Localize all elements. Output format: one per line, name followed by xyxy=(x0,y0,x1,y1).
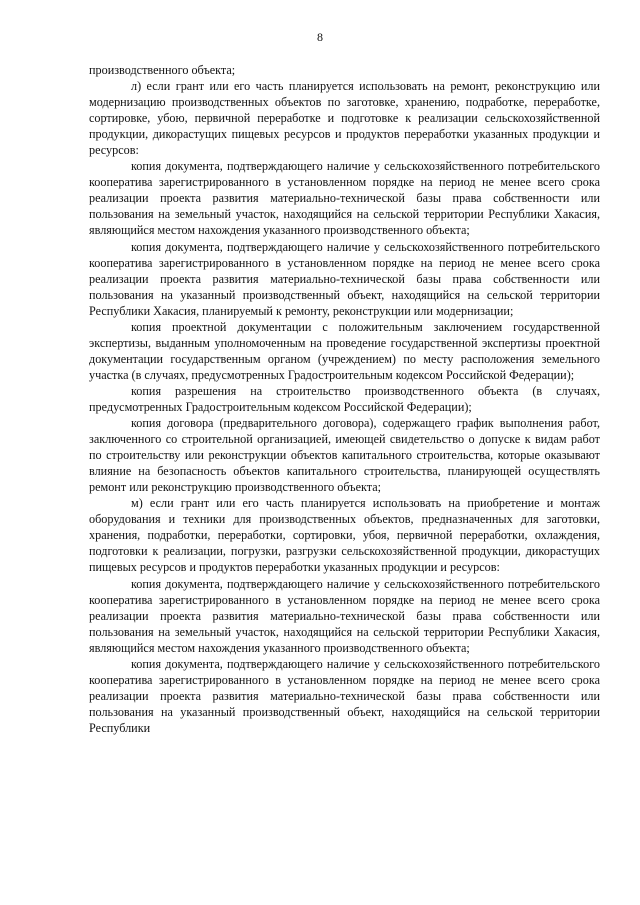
paragraph-item-m: м) если грант или его часть планируется использовать на приобретение и монтаж оборудования и техники для производственных объектов, предназначенных для заготовки, хранения, подработки, переработки, сортировки, убоя, первичной переработки, охлаждения, подготовки к реализации, погрузки, разгрузки сельскохозяйственной продукции, дикорастущих пищевых ресурсов и продуктов переработки указанных продукции и ресурсов: xyxy=(89,496,600,575)
paragraph-contract-copy: копия договора (предварительного договора), содержащего график выполнения работ, заключенного со строительной организацией, имеющей свидетельство о допуске к видам работ по строительству или реконструкции объектов капитального строительства, которые оказывают влияние на безопасность объектов капитального строительства, планирующей осуществлять ремонт или реконструкцию производственного объекта; xyxy=(89,416,600,495)
paragraph-land-document-copy-2: копия документа, подтверждающего наличие у сельскохозяйственного потребительского кооператива зарегистрированного в установленном порядке на период не менее всего срока реализации проекта развития материально-технической базы права собственности или пользования на земельный участок, находящийся на сельской территории Республики Хакасия, являющийся местом нахождения указанного производственного объекта; xyxy=(89,576,600,655)
paragraph-item-l: л) если грант или его часть планируется использовать на ремонт, реконструкцию или модернизацию производственных объектов по заготовке, хранению, подработке, переработке, сортировке, убою, первичной переработке и подготовке к реализации сельскохозяйственной продукции, дикорастущих пищевых ресурсов и продуктов переработки указанных продукции и ресурсов: xyxy=(89,79,600,158)
paragraph-project-documentation-copy: копия проектной документации с положительным заключением государственной экспертизы, выданным уполномоченным на проведение государственной экспертизы проектной документации государственным органом (учреждением) по месту расположения земельного участка (в случаях, предусмотренных Градостроительным кодексом Российской Федерации); xyxy=(89,319,600,382)
paragraph-object-document-copy-2: копия документа, подтверждающего наличие у сельскохозяйственного потребительского кооператива зарегистрированного в установленном порядке на период не менее всего срока реализации проекта развития материально-технической базы права собственности или пользования на указанный производственный объект, находящийся на сельской территории Республики xyxy=(89,656,600,735)
paragraph-land-document-copy: копия документа, подтверждающего наличие у сельскохозяйственного потребительского кооператива зарегистрированного в установленном порядке на период не менее всего срока реализации проекта развития материально-технической базы права собственности или пользования на земельный участок, находящийся на сельской территории Республики Хакасия, являющийся местом нахождения указанного производственного объекта; xyxy=(89,159,600,238)
page-number: 8 xyxy=(317,30,323,44)
paragraph-continuation: производственного объекта; xyxy=(89,63,236,77)
paragraph-construction-permit-copy: копия разрешения на строительство производственного объекта (в случаях, предусмотренных Градостроительным кодексом Российской Федерации); xyxy=(89,383,600,414)
document-body xyxy=(89,62,600,736)
paragraph-object-document-copy: копия документа, подтверждающего наличие у сельскохозяйственного потребительского кооператива зарегистрированного в установленном порядке на период не менее всего срока реализации проекта развития материально-технической базы права собственности или пользования на указанный производственный объект, находящийся на сельской территории Республики Хакасия, планируемый к ремонту, реконструкции или модернизации; xyxy=(89,239,600,318)
